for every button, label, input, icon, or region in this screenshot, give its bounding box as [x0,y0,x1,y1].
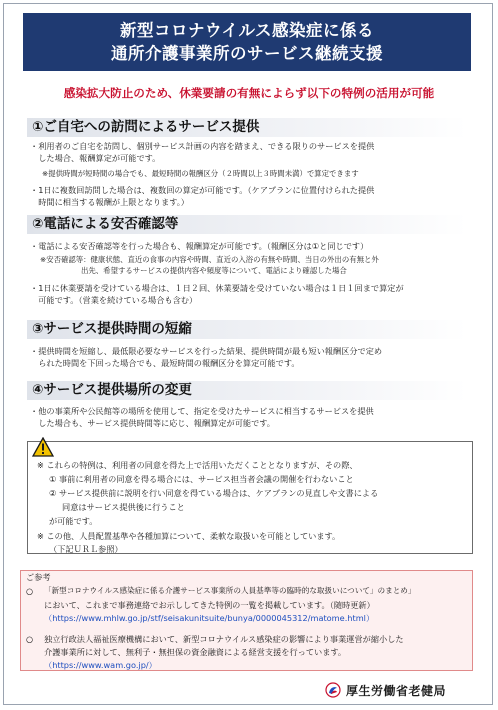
caution-line-4: 同意はサービス提供後に行うこと [62,502,185,512]
section-2-note-1: ※安否確認等：健康状態、直近の食事の内容や時間、直近の入浴の有無や時間、当日の外出の有無と外 [40,255,379,264]
section-2-line: ・1日に休業要請を受けている場合は、１日２回、休業要請を受けていない場合は１日１回まで算定が [30,283,404,293]
footer [325,680,446,700]
reference-item-2-line-1: 独立行政法人福祉医療機構において、新型コロナウイルス感染症の影響により事業運営が縮小した [44,634,404,644]
section-1-title: ①ご自宅への訪問によるサービス提供 [32,119,260,135]
ministry-logo-icon [325,682,341,698]
section-4-line: した場合も、サービス提供時間等に応じ、報酬算定が可能です。 [30,418,275,429]
section-4-line: ・他の事業所や公民館等の場所を使用して、指定を受けたサービスに相当するサービスを提供 [30,406,374,416]
reference-heading: ご参考 [26,572,51,582]
reference-item-2-line-2: 介護事業所に対して、無利子・無担保の資金融資による経営支援を行っています。 [44,647,347,657]
reference-item-1-line-1: 「新型コロナウイルス感染症に係る介護サービス事業所の人員基準等の臨時的な取扱いについて」のまとめ」 [44,586,416,595]
caution-line-2: ① 事前に利用者の同意を得る場合には、サービス担当者会議の開催を行わないこと [49,474,354,484]
section-2-note-2: 出先、希望するサービスの提供内容や頻度等について、電話により確認した場合 [81,266,347,275]
section-3-line: ・提供時間を短縮し、最低限必要なサービスを行った結果、提供時間が最も短い報酬区分で定め [30,346,383,356]
section-4-paragraph-1 [30,405,470,429]
section-1-paragraph-1 [30,140,470,164]
reference-item-1-line-2: において、これまで事務連絡でお示ししてきた特例の一覧を掲載しています。（随時更新） [44,600,375,610]
section-2-paragraph-2 [30,282,470,306]
section-1-line: した場合、報酬算定が可能です。 [30,153,161,164]
title-line-2: 通所介護事業所のサービス継続支援 [111,44,383,63]
reference-link-wam[interactable]: （https://www.wam.go.jp/） [44,660,157,670]
reference-link-mhlw[interactable]: （https://www.mhlw.go.jp/stf/seisakunitsuite/bunya/0000045312/matome.html） [44,613,375,623]
footer-organization: 厚生労働省老健局 [346,683,447,698]
reference-bullet-1: ○ [26,586,34,596]
caution-line-5: が可能です。 [49,516,98,526]
section-1-paragraph-2 [30,184,470,208]
section-1-line: ・利用者のご自宅を訪問し、個別サービス計画の内容を踏まえ、できる限りのサービスを提供 [30,141,375,151]
caution-line-1: ※ これらの特例は、利用者の同意を得た上で活用いただくこととなりますが、その際、 [37,460,358,470]
section-1-note: ※提供時間が短時間の場合でも、最短時間の報酬区分（２時間以上３時間未満）で算定できます [42,169,359,178]
section-3-paragraph-1 [30,345,470,369]
title-line-1: 新型コロナウイルス感染症に係る [119,21,374,40]
section-1-line: ・1日に複数回訪問した場合は、複数回の算定が可能です。（ケアプランに位置付けられた提供 [30,185,375,195]
section-3-line: られた時間を下回った場合でも、最短時間の報酬区分を算定可能です。 [30,358,300,369]
caution-line-3: ② サービス提供前に説明を行い同意を得ている場合は、ケアプランの見直しや文書による [49,488,379,498]
section-3-title: ③サービス提供時間の短縮 [32,321,192,337]
title-banner [23,13,471,71]
warning-icon [32,437,54,457]
section-4-title: ④サービス提供場所の変更 [32,382,192,398]
reference-bullet-2: ○ [26,634,34,644]
section-2-paragraph-1: ・電話による安否確認等を行った場合も、報酬算定が可能です。（報酬区分は①と同じです） [30,241,369,251]
section-1-line: 時間に相当する報酬が上限となります。） [30,197,189,208]
subtitle: 感染拡大防止のため、休業要請の有無によらず以下の特例の活用が可能 [63,86,435,100]
section-2-title: ②電話による安否確認等 [32,216,179,232]
caution-line-6: ※ この他、人員配置基準や各種加算について、柔軟な取扱いを可能としています。 [37,531,341,541]
caution-line-7: （下記ＵＲＬ参照） [49,544,123,554]
section-2-line: 可能です。（営業を続けている場合も含む） [30,295,198,306]
